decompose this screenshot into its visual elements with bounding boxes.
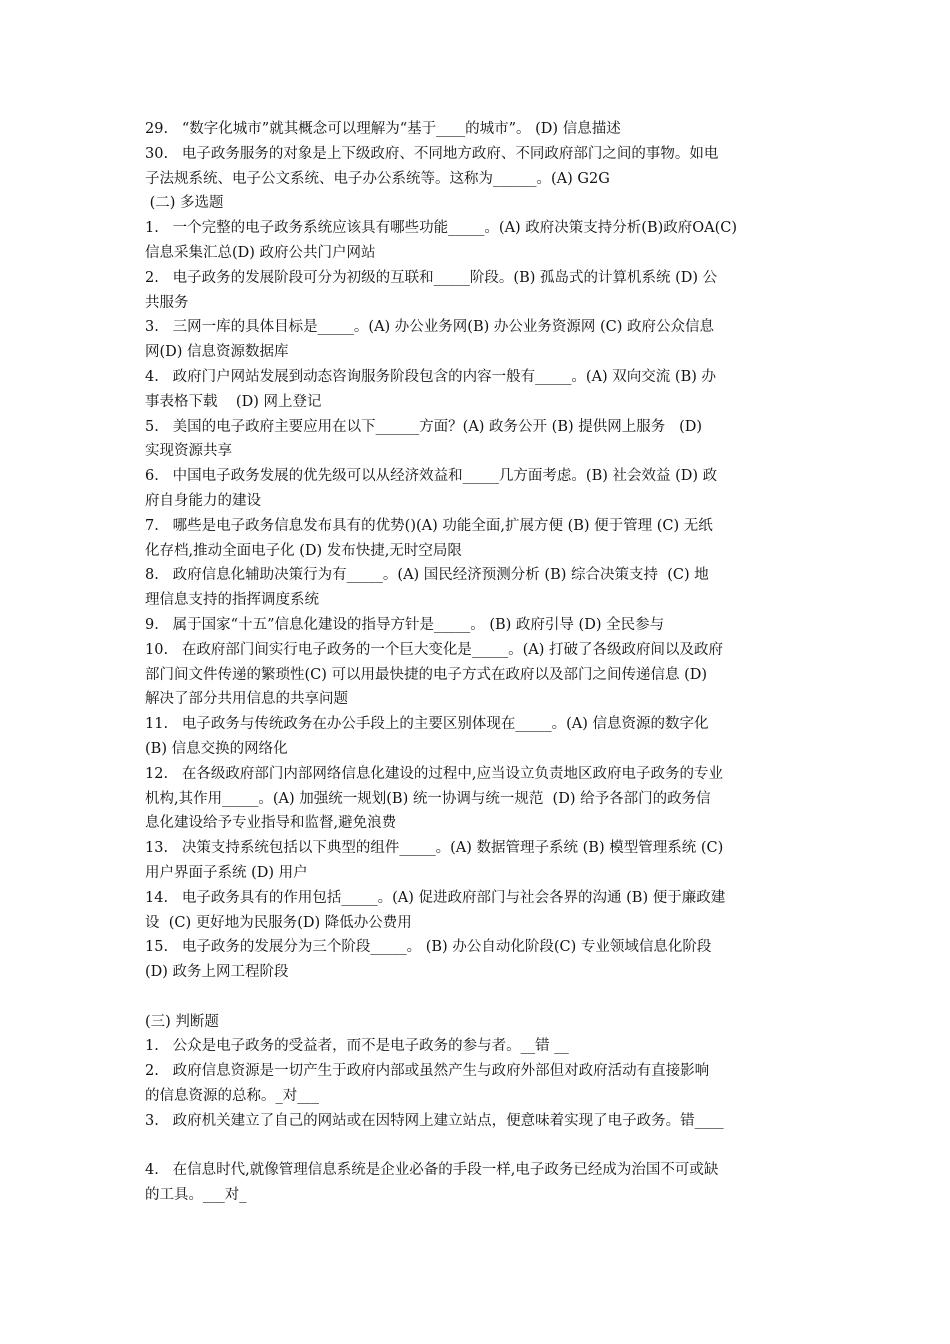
text-line: 府自身能力的建设 [145, 492, 261, 509]
text-line: 3. 三网一库的具体目标是_____。(A) 办公业务网(B) 办公业务资源网 (C) 政府公众信息 [145, 319, 715, 336]
text-line: 15. 电子政务的发展分为三个阶段_____。 (B) 办公自动化阶段(C) 专业领域信息化阶段 [145, 939, 712, 956]
text-line: 11. 电子政务与传统政务在办公手段上的主要区别体现在_____。(A) 信息资源的数字化 [145, 716, 709, 733]
blank-line [145, 1134, 813, 1159]
text-line: 网(D) 信息资源数据库 [145, 344, 289, 361]
text-line: 的工具。___对_ [145, 1187, 247, 1204]
text-line: 解决了部分共用信息的共享问题 [145, 691, 348, 708]
text-line: 30. 电子政务服务的对象是上下级政府、不同地方政府、不同政府部门之间的事物。如电 [145, 145, 719, 162]
text-line: 13. 决策支持系统包括以下典型的组件_____。(A) 数据管理子系统 (B) 模型管理系统 (C) [145, 840, 724, 857]
text-line: 3. 政府机关建立了自己的网站或在因特网上建立站点，便意味着实现了电子政务。错____ [145, 1112, 724, 1129]
text-line: 部门间文件传递的繁琐性(C) 可以用最快捷的电子方式在政府以及部门之间传递信息 (D) [145, 666, 708, 683]
text-line: 7. 哪些是电子政务信息发布具有的优势()(A) 功能全面,扩展方便 (B) 便于管理 (C) 无纸 [145, 517, 713, 534]
text-line: 5. 美国的电子政府主要应用在以下______方面？(A) 政务公开 (B) 提供网上服务 (D) [145, 418, 703, 435]
text-line: 1. 一个完整的电子政务系统应该具有哪些功能_____。(A) 政府决策支持分析(B)政府OA(C) [145, 220, 738, 237]
text-line: 实现资源共享 [145, 443, 232, 460]
text-line: 2. 电子政务的发展阶段可分为初级的互联和_____阶段。(B) 孤岛式的计算机系统 (D) 公 [145, 269, 718, 286]
text-line: (D) 政务上网工程阶段 [145, 964, 289, 981]
text-line: 机构,其作用_____。(A) 加强统一规划(B) 统一协调与统一规范 (D) 给予各部门的政务信 [145, 790, 711, 807]
text-line: 14. 电子政务具有的作用包括_____。(A) 促进政府部门与社会各界的沟通 (B) 便于廉政建 [145, 889, 726, 906]
text-line: (B) 信息交换的网络化 [145, 740, 288, 757]
document-page [145, 117, 813, 1208]
text-line: 10. 在政府部门间实行电子政务的一个巨大变化是_____。(A) 打破了各级政府间以及政府 [145, 641, 724, 658]
text-line: 6. 中国电子政务发展的优先级可以从经济效益和_____几方面考虑。(B) 社会效益 (D) 政 [145, 468, 718, 485]
text-line: 共服务 [145, 294, 189, 311]
text-line: 的信息资源的总称。_对___ [145, 1088, 319, 1105]
section-heading: (三) 判断题 [145, 1013, 219, 1030]
section-heading: (二) 多选题 [145, 195, 224, 212]
text-line: 子法规系统、电子公文系统、电子办公系统等。这称为______。(A) G2G [145, 170, 610, 187]
text-line: 用户界面子系统 (D) 用户 [145, 864, 308, 881]
text-line: 9. 属于国家“十五”信息化建设的指导方针是_____。 (B) 政府引导 (D) 全民参与 [145, 616, 665, 633]
text-line: 信息采集汇总(D) 政府公共门户网站 [145, 244, 376, 261]
text-line: 化存档,推动全面电子化 (D) 发布快捷,无时空局限 [145, 542, 462, 559]
text-line: 理信息支持的指挥调度系统 [145, 592, 319, 609]
text-line: 2. 政府信息资源是一切产生于政府内部或虽然产生与政府外部但对政府活动有直接影响 [145, 1063, 710, 1080]
text-line: 4. 政府门户网站发展到动态咨询服务阶段包含的内容一般有_____。(A) 双向交流 (B) 办 [145, 368, 716, 385]
text-line: 12. 在各级政府部门内部网络信息化建设的过程中,应当设立负责地区政府电子政务的专业 [145, 765, 723, 782]
text-line: 息化建设给予专业指导和监督,避免浪费 [145, 815, 397, 832]
text-line: 1. 公众是电子政务的受益者，而不是电子政务的参与者。__错 __ [145, 1038, 569, 1055]
text-line: 事表格下载 (D) 网上登记 [145, 393, 322, 410]
text-line: 设 (C) 更好地为民服务(D) 降低办公费用 [145, 914, 412, 931]
text-line: 8. 政府信息化辅助决策行为有_____。(A) 国民经济预测分析 (B) 综合决策支持 (C) 地 [145, 567, 709, 584]
blank-line [145, 985, 813, 1010]
text-line: 4. 在信息时代,就像管理信息系统是企业必备的手段一样,电子政务已经成为治国不可或缺 [145, 1162, 719, 1179]
text-line: 29. “数字化城市”就其概念可以理解为“基于____的城市”。 (D) 信息描述 [145, 121, 621, 137]
